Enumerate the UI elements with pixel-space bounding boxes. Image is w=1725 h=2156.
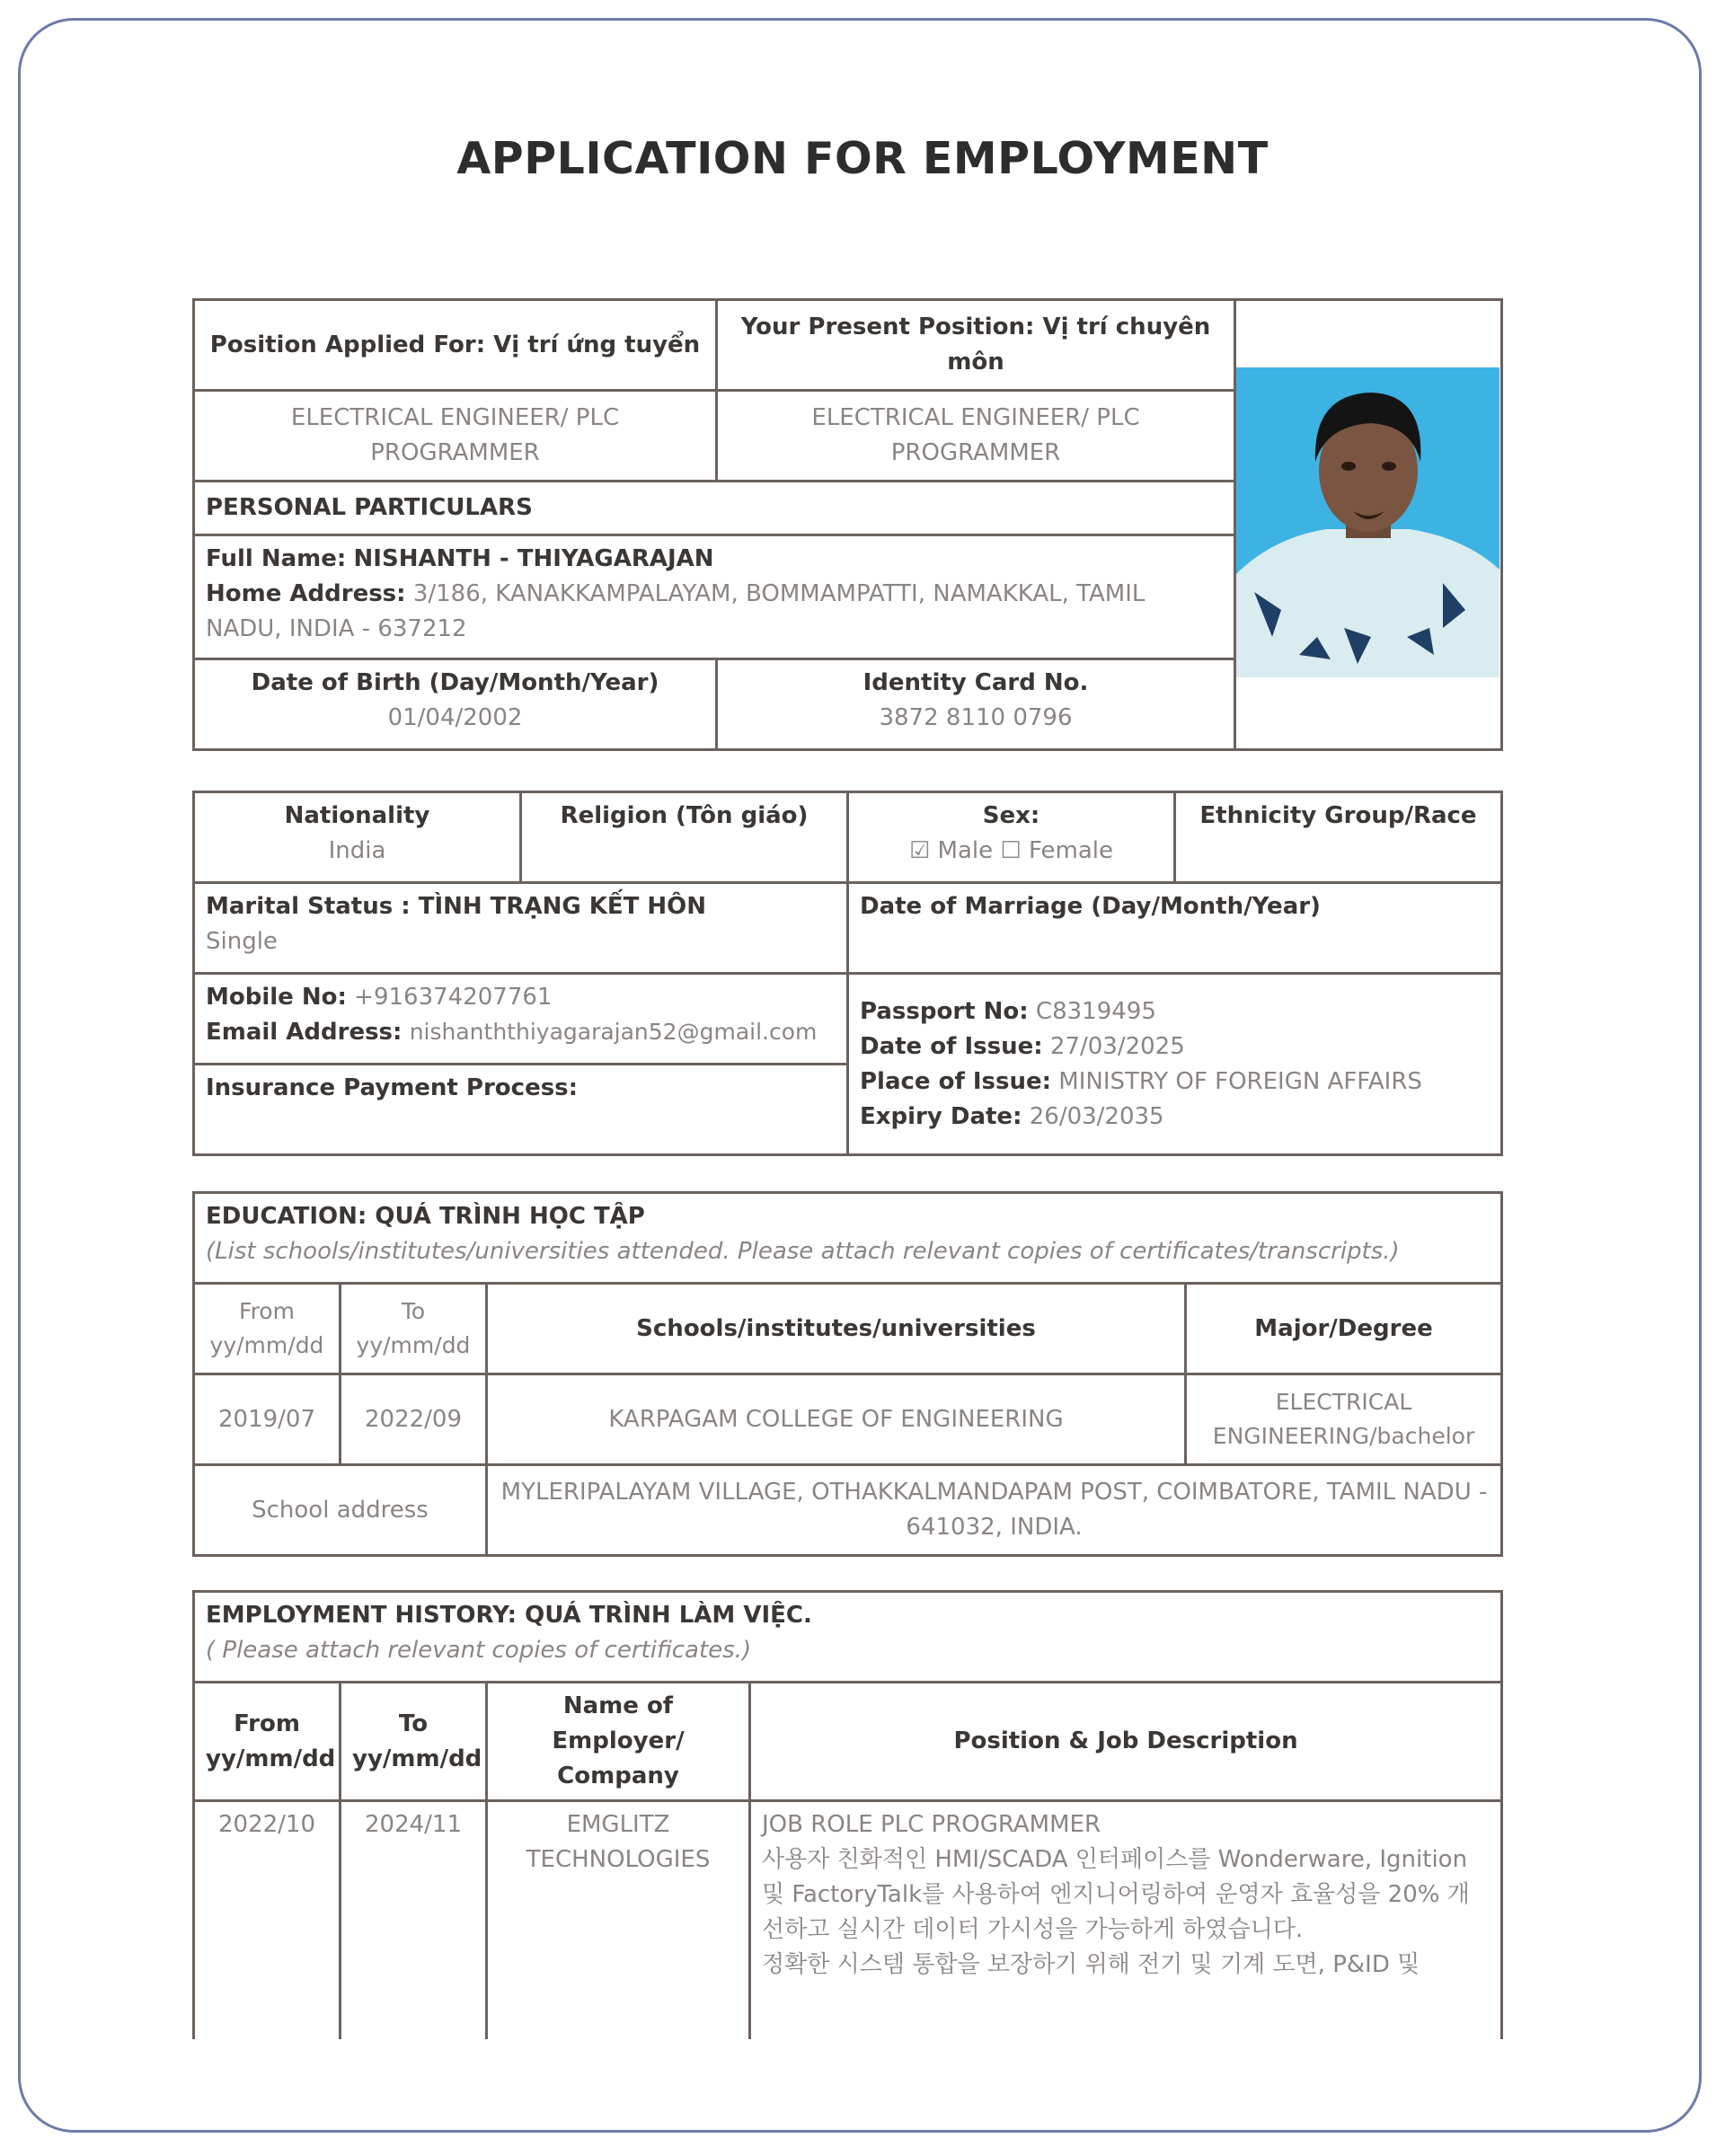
sex-value: ☑ Male ☐ Female [908,837,1113,864]
issue-date-label: Date of Issue: [860,1032,1043,1060]
full-name-value: NISHANTH - THIYAGARAJAN [353,545,714,572]
position-applied-label: Position Applied For: Vị trí ứng tuyển [194,300,717,391]
dob-value: 01/04/2002 [387,704,523,731]
education-from-value: 2019/07 [194,1374,341,1465]
sex-cell [848,792,1175,883]
employment-description-value [750,1801,1502,2039]
employment-to-value: 2024/11 [341,1801,487,2039]
nationality-value: India [328,837,386,864]
document-title: APPLICATION FOR EMPLOYMENT [456,133,1269,184]
passport-label: Passport No: [860,997,1029,1025]
insurance-label: Insurance Payment Process: [206,1074,579,1101]
marital-value: Single [206,928,278,955]
dob-cell [194,659,717,750]
education-school-header: Schools/institutes/universities [487,1284,1186,1374]
id-card-value: 3872 8110 0796 [879,704,1073,731]
employment-to-header: To yy/mm/dd [341,1683,487,1801]
contact-cell [194,974,848,1065]
education-section-heading: EDUCATION: QUÁ TRÌNH HỌC TẬP [206,1203,645,1230]
job-role-line: JOB ROLE PLC PROGRAMMER [762,1811,1101,1838]
name-address-cell [194,535,1235,659]
email-label: Email Address: [206,1019,402,1046]
present-position-value: ELECTRICAL ENGINEER/ PLC PROGRAMMER [717,391,1235,482]
position-applied-value: ELECTRICAL ENGINEER/ PLC PROGRAMMER [194,391,717,482]
applicant-photo [1236,367,1499,677]
ethnicity-cell [1175,792,1502,883]
nationality-cell [194,792,521,883]
nationality-label: Nationality [284,802,430,829]
employment-description-header: Position & Job Description [750,1683,1502,1801]
employment-from-value: 2022/10 [194,1801,341,2039]
mobile-label: Mobile No: [206,984,347,1011]
photo-cell [1235,300,1502,750]
applicant-photo-image [1236,367,1499,677]
education-school-value: KARPAGAM COLLEGE OF ENGINEERING [487,1374,1186,1465]
expiry-label: Expiry Date: [860,1102,1022,1130]
id-card-cell [717,659,1235,750]
home-address-value: 3/186, KANAKKAMPALAYAM, BOMMAMPATTI, NAMAKKAL, TAMIL NADU, INDIA - 637212 [206,580,1146,642]
sex-label: Sex: [982,802,1040,829]
religion-label: Religion (Tôn giáo) [560,802,809,829]
personal-table [192,298,1503,751]
issue-place-label: Place of Issue: [860,1067,1052,1095]
education-table [192,1191,1503,1557]
marital-label: Marital Status : TÌNH TRẠNG KẾT HÔN [206,893,707,920]
employment-note: ( Please attach relevant copies of certificates.) [206,1637,752,1664]
employment-section-heading: EMPLOYMENT HISTORY: QUÁ TRÌNH LÀM VIỆC. [206,1602,812,1629]
issue-place-value: MINISTRY OF FOREIGN AFFAIRS [1058,1067,1422,1095]
school-address-label: School address [194,1465,487,1556]
job-description-line-1: 사용자 친화적인 HMI/SCADA 인터페이스를 Wonderware, Ignition 및 FactoryTalk를 사용하여 엔지니어링하여 운영자 효율성을 20% 개선하고 실시간 데이터 가시성을 가능하게 하였습니다. [762,1846,1470,1943]
marital-cell [194,883,848,974]
school-address-value: MYLERIPALAYAM VILLAGE, OTHAKKALMANDAPAM POST, COIMBATORE, TAMIL NADU - 641032, INDIA. [487,1465,1502,1556]
marriage-date-label: Date of Marriage (Day/Month/Year) [860,893,1321,920]
insurance-cell [194,1065,848,1155]
details-table [192,791,1503,1156]
email-value: nishanththiyagarajan52@gmail.com [409,1019,818,1045]
employment-employer-header: Name of Employer/ Company [487,1683,750,1801]
education-major-value: ELECTRICAL ENGINEERING/bachelor [1186,1374,1502,1465]
mobile-value: +916374207761 [354,984,553,1011]
education-heading-cell [194,1193,1502,1284]
personal-section-heading: PERSONAL PARTICULARS [194,482,1235,535]
religion-cell [521,792,848,883]
employment-table [192,1590,1503,2039]
job-description-line-2: 정확한 시스템 통합을 보장하기 위해 전기 및 기계 도면, P&ID 및 [762,1951,1420,1978]
education-note: (List schools/institutes/universities attended. Please attach relevant copies of certificates/transcripts.) [206,1238,1400,1265]
expiry-value: 26/03/2035 [1029,1102,1164,1130]
home-address-label: Home Address: [206,580,406,607]
present-position-label: Your Present Position: Vị trí chuyên môn [717,300,1235,391]
dob-label: Date of Birth (Day/Month/Year) [251,669,659,696]
ethnicity-label: Ethnicity Group/Race [1199,802,1477,829]
employment-heading-cell [194,1592,1502,1683]
passport-value: C8319495 [1035,997,1156,1025]
education-to-value: 2022/09 [341,1374,487,1465]
issue-date-value: 27/03/2025 [1049,1032,1185,1060]
employment-from-header: From yy/mm/dd [194,1683,341,1801]
marriage-date-cell [848,883,1502,974]
education-major-header: Major/Degree [1186,1284,1502,1374]
education-to-header: To yy/mm/dd [341,1284,487,1374]
id-card-label: Identity Card No. [862,669,1089,696]
full-name-label: Full Name: [206,545,347,572]
education-from-header: From yy/mm/dd [194,1284,341,1374]
passport-cell [848,974,1502,1155]
employment-employer-value: EMGLITZ TECHNOLOGIES [487,1801,750,2039]
